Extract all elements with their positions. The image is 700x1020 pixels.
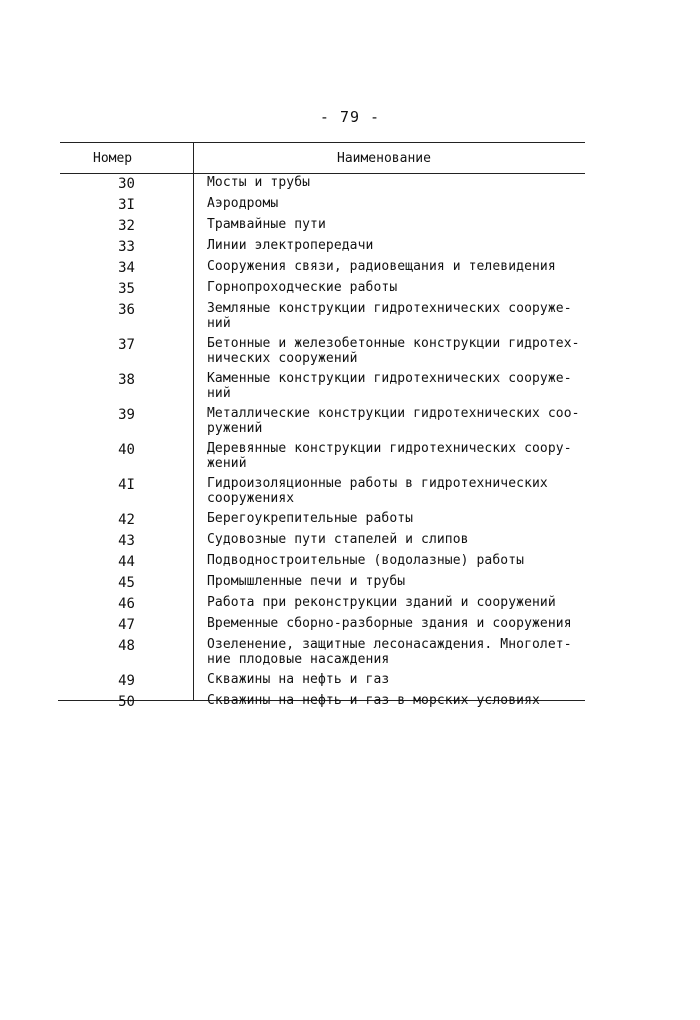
- row-number: 35: [118, 281, 135, 297]
- row-name-line: Земляные конструкции гидротехнических сооруже-: [207, 301, 572, 316]
- row-number: 42: [118, 512, 135, 528]
- table-row: [60, 196, 590, 213]
- table-row: [60, 336, 590, 365]
- row-number: 48: [118, 638, 135, 654]
- row-name-line: Гидроизоляционные работы в гидротехнических: [207, 476, 548, 491]
- row-name-line: Каменные конструкции гидротехнических сооруже-: [207, 371, 572, 386]
- row-name: [207, 238, 587, 254]
- row-name-continuation: ние плодовые насаждения: [207, 652, 390, 667]
- row-name-line: Сооружения связи, радиовещания и телевидения: [207, 259, 556, 274]
- row-name-line: Скважины на нефть и газ: [207, 672, 390, 687]
- table-row: [60, 476, 590, 505]
- table-row: [60, 301, 590, 330]
- row-number: 46: [118, 596, 135, 612]
- row-name: [207, 616, 587, 632]
- row-number: 50: [118, 694, 135, 710]
- row-number: 3I: [118, 197, 135, 213]
- row-name-continuation: ний: [207, 316, 231, 331]
- table-row: [60, 217, 590, 234]
- row-name: [207, 511, 587, 527]
- table-row: [60, 532, 590, 549]
- row-name: [207, 553, 587, 569]
- table-body: [60, 175, 590, 714]
- row-name-line: Металлические конструкции гидротехнических соо-: [207, 406, 580, 421]
- row-name-line: Судовозные пути стапелей и слипов: [207, 532, 469, 547]
- row-name-continuation: жений: [207, 456, 247, 471]
- row-name-line: Озеленение, защитные лесонасаждения. Многолет-: [207, 637, 572, 652]
- row-number: 33: [118, 239, 135, 255]
- row-name: [207, 336, 587, 365]
- row-name: [207, 693, 587, 709]
- row-name: [207, 259, 587, 275]
- page-number: - 79 -: [319, 108, 381, 126]
- row-number: 36: [118, 302, 135, 318]
- row-number: 40: [118, 442, 135, 458]
- table-row: [60, 406, 590, 435]
- row-number: 4I: [118, 477, 135, 493]
- table-row: [60, 175, 590, 192]
- table-row: [60, 637, 590, 666]
- row-name: [207, 406, 587, 435]
- row-number: 38: [118, 372, 135, 388]
- row-name-line: Трамвайные пути: [207, 217, 326, 232]
- row-name: [207, 301, 587, 330]
- row-name: [207, 672, 587, 688]
- row-name-line: Подводностроительные (водолазные) работы: [207, 553, 525, 568]
- row-name-line: Работа при реконструкции зданий и сооружений: [207, 595, 556, 610]
- table-row: [60, 259, 590, 276]
- table-row: [60, 672, 590, 689]
- table-row: [60, 280, 590, 297]
- table-row: [60, 511, 590, 528]
- table-row: [60, 441, 590, 470]
- row-name: [207, 441, 587, 470]
- row-number: 44: [118, 554, 135, 570]
- row-name-continuation: ружений: [207, 421, 263, 436]
- table-row: [60, 238, 590, 255]
- row-number: 47: [118, 617, 135, 633]
- row-name: [207, 196, 587, 212]
- row-number: 45: [118, 575, 135, 591]
- row-name: [207, 371, 587, 400]
- row-name-line: Скважины на нефть и газ в морских условиях: [207, 693, 540, 708]
- row-name: [207, 217, 587, 233]
- row-number: 32: [118, 218, 135, 234]
- row-name-line: Деревянные конструкции гидротехнических соору-: [207, 441, 572, 456]
- row-name: [207, 595, 587, 611]
- row-number: 30: [118, 176, 135, 192]
- row-name-line: Аэродромы: [207, 196, 279, 211]
- table-row: [60, 371, 590, 400]
- table-row: [60, 693, 590, 710]
- row-number: 49: [118, 673, 135, 689]
- header-bottom-rule: [60, 173, 585, 174]
- row-name: [207, 280, 587, 296]
- row-number: 39: [118, 407, 135, 423]
- row-name-line: Горнопроходческие работы: [207, 280, 398, 295]
- row-name: [207, 637, 587, 666]
- row-name: [207, 476, 587, 505]
- row-number: 34: [118, 260, 135, 276]
- table-row: [60, 574, 590, 591]
- table-row: [60, 616, 590, 633]
- table-row: [60, 595, 590, 612]
- row-name-continuation: ний: [207, 386, 231, 401]
- row-number: 37: [118, 337, 135, 353]
- table-row: [60, 553, 590, 570]
- row-name: [207, 574, 587, 590]
- row-name: [207, 175, 587, 191]
- table-top-rule: [60, 142, 585, 143]
- column-header-number: Номер: [93, 151, 133, 166]
- row-name-continuation: сооружениях: [207, 491, 295, 506]
- row-name-line: Временные сборно-разборные здания и сооружения: [207, 616, 572, 631]
- row-name-line: Бетонные и железобетонные конструкции гидротех-: [207, 336, 580, 351]
- row-name: [207, 532, 587, 548]
- column-header-name: Наименование: [337, 151, 431, 166]
- row-name-line: Промышленные печи и трубы: [207, 574, 406, 589]
- row-name-line: Линии электропередачи: [207, 238, 374, 253]
- row-name-line: Берегоукрепительные работы: [207, 511, 414, 526]
- row-name-line: Мосты и трубы: [207, 175, 311, 190]
- row-number: 43: [118, 533, 135, 549]
- row-name-continuation: нических сооружений: [207, 351, 358, 366]
